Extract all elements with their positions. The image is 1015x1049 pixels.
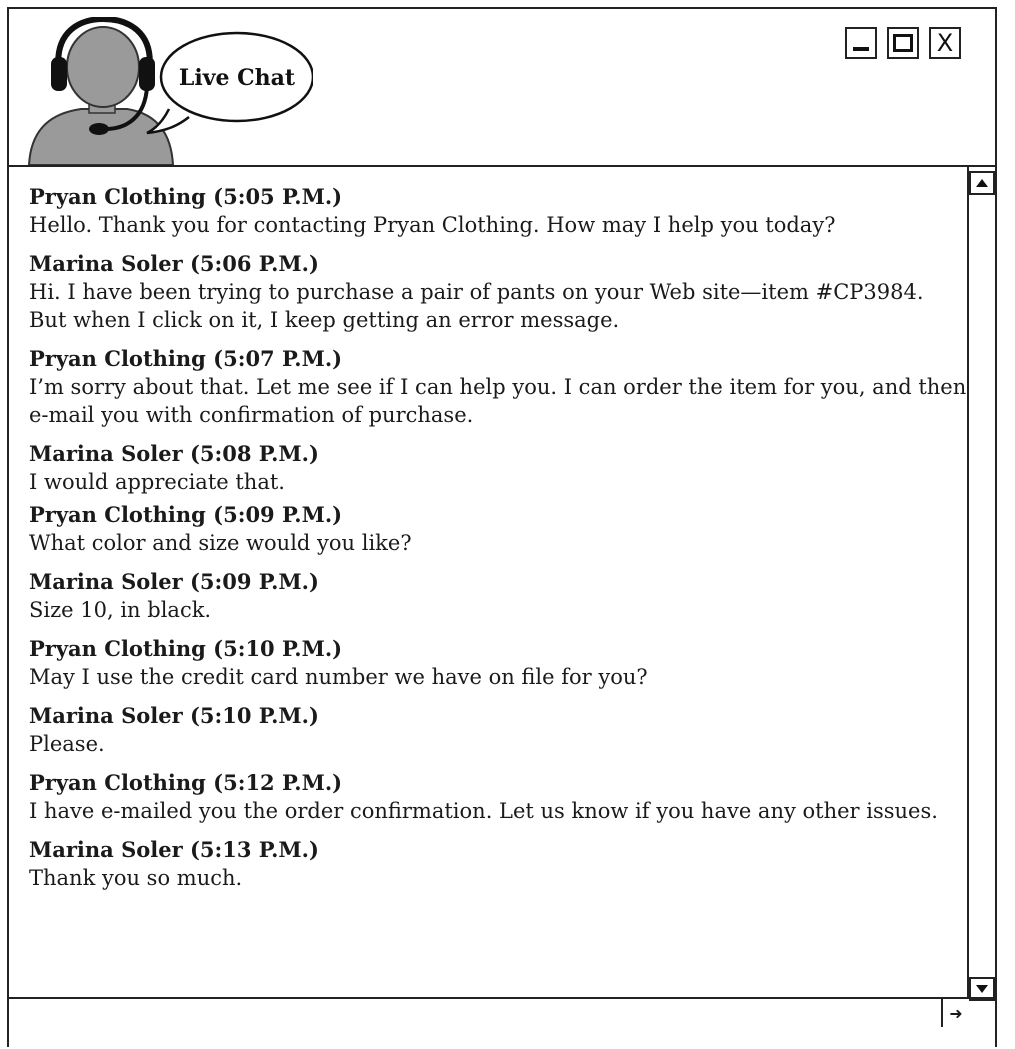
message-text: Thank you so much. xyxy=(29,866,243,890)
headset-agent-icon xyxy=(23,17,313,165)
chat-message xyxy=(29,183,967,239)
live-chat-window xyxy=(7,7,997,1047)
message-sender: Pryan Clothing (5:10 P.M.) xyxy=(29,636,343,661)
message-text: Size 10, in black. xyxy=(29,598,212,622)
header-title: Live Chat xyxy=(178,65,296,91)
message-sender: Marina Soler (5:06 P.M.) xyxy=(29,251,319,276)
message-sender: Pryan Clothing (5:05 P.M.) xyxy=(29,184,343,209)
message-text: Hi. I have been trying to purchase a pair of pants on your Web site—item #CP3984. But when I click on it, I keep getting an error message. xyxy=(29,280,924,332)
chat-header xyxy=(9,9,995,167)
message-sender: Marina Soler (5:10 P.M.) xyxy=(29,703,319,728)
minimize-icon xyxy=(853,47,869,51)
chat-message xyxy=(29,836,967,892)
maximize-icon xyxy=(893,34,913,52)
arrow-right-icon: ➜ xyxy=(949,1003,963,1023)
chat-message xyxy=(29,440,967,496)
message-input-row xyxy=(9,997,969,1049)
chat-message xyxy=(29,635,967,691)
chat-scrollbar[interactable] xyxy=(969,167,995,997)
chat-message xyxy=(29,702,967,758)
scrollbar-corner xyxy=(969,997,995,1049)
chat-message xyxy=(29,568,967,624)
message-sender: Pryan Clothing (5:09 P.M.) xyxy=(29,502,343,527)
chat-message xyxy=(29,345,967,429)
message-sender: Marina Soler (5:08 P.M.) xyxy=(29,441,319,466)
chat-transcript xyxy=(9,167,969,997)
message-text: I’m sorry about that. Let me see if I can help you. I can order the item for you, and then e-mail you with confirmation of purchase. xyxy=(29,375,967,427)
message-sender: Pryan Clothing (5:12 P.M.) xyxy=(29,770,343,795)
arrow-down-icon xyxy=(976,985,988,993)
close-button[interactable] xyxy=(929,27,961,59)
message-text: Hello. Thank you for contacting Pryan Clothing. How may I help you today? xyxy=(29,213,836,237)
chat-message xyxy=(29,250,967,334)
window-controls xyxy=(845,27,961,59)
message-sender: Marina Soler (5:13 P.M.) xyxy=(29,837,319,862)
message-sender: Pryan Clothing (5:07 P.M.) xyxy=(29,346,343,371)
scroll-up-button[interactable] xyxy=(969,171,995,195)
send-button[interactable] xyxy=(941,999,969,1027)
message-text: I have e-mailed you the order confirmation. Let us know if you have any other issues. xyxy=(29,799,938,823)
message-text: I would appreciate that. xyxy=(29,470,285,494)
message-input[interactable] xyxy=(9,999,939,1029)
arrow-up-icon xyxy=(976,179,988,187)
maximize-button[interactable] xyxy=(887,27,919,59)
chat-message xyxy=(29,769,967,825)
message-sender: Marina Soler (5:09 P.M.) xyxy=(29,569,319,594)
chat-message xyxy=(29,501,967,557)
message-text: Please. xyxy=(29,732,105,756)
message-text: What color and size would you like? xyxy=(29,531,412,555)
minimize-button[interactable] xyxy=(845,27,877,59)
close-icon: X xyxy=(936,29,954,57)
message-text: May I use the credit card number we have on file for you? xyxy=(29,665,648,689)
scroll-track[interactable] xyxy=(969,195,995,965)
